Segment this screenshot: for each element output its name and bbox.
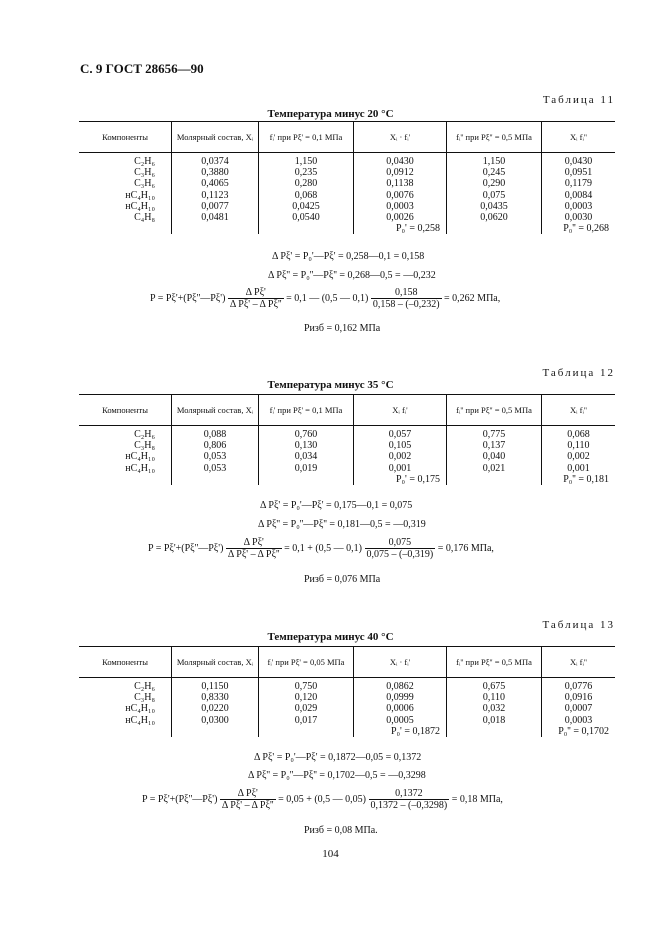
cell-molar: 0,0374	[172, 153, 259, 168]
cell-components: нC₄H₁₀	[125, 189, 155, 201]
cell-f2: 0,775	[447, 426, 542, 441]
cell-components: нC₄H₁₀	[125, 714, 155, 726]
cell-xf2: 0,0003	[542, 201, 616, 212]
col-header: fᵢ'' при Pξ'' = 0,5 МПа	[447, 647, 542, 678]
col-header: Xᵢ fᵢ''	[542, 122, 616, 153]
table-label: Таблица 13	[542, 619, 615, 631]
cell-components: нC₄H₁₀	[125, 451, 155, 463]
cell-xf2: 0,001	[542, 463, 616, 474]
cell-f2: 0,075	[447, 190, 542, 201]
cell-xf1: 0,1138	[354, 178, 447, 189]
frac-num: Δ Pξ'	[228, 287, 284, 299]
cell-xf1: 0,0999	[354, 692, 447, 703]
cell-molar: 0,0300	[172, 715, 259, 726]
cell-xf1: 0,0006	[354, 703, 447, 714]
col-header: fᵢ' при Pξ' = 0,1 МПа	[259, 122, 354, 153]
cell-molar: 0,0220	[172, 703, 259, 714]
table-row	[79, 212, 615, 223]
cell-molar	[172, 726, 259, 737]
frac-den: Δ Pξ' – Δ Pξ''	[227, 549, 280, 560]
col-header: Молярный состав, Xᵢ	[172, 395, 259, 426]
cell-xf2: 0,110	[542, 440, 616, 451]
cell-components: C₂H₆	[134, 156, 155, 167]
cell-xf2: P₀'' = 0,1702	[542, 726, 616, 737]
cell-xf2: 0,0030	[542, 212, 616, 223]
cell-f2: 1,150	[447, 153, 542, 168]
eq-mid: = 0,1 + (0,5 — 0,1)	[284, 542, 363, 554]
equation-main	[148, 537, 494, 560]
col-header: Молярный состав, Xᵢ	[172, 647, 259, 678]
eq-right: = 0,176 МПа,	[437, 542, 494, 554]
cell-components: C₄H₈	[134, 212, 155, 224]
table-row	[79, 678, 615, 693]
cell-xf1: 0,105	[354, 440, 447, 451]
eq-mid: = 0,1 — (0,5 — 0,1)	[286, 292, 369, 304]
col-header: fᵢ' при Pξ' = 0,05 МПа	[259, 647, 354, 678]
frac-den: Δ Pξ' – Δ Pξ''	[229, 299, 282, 310]
frac-num: Δ Pξ'	[226, 537, 282, 549]
col-header: fᵢ'' при Pξ'' = 0,5 МПа	[447, 395, 542, 426]
equation: Δ Pξ'' = P₀''—Pξ'' = 0,268—0,5 = —0,232	[268, 270, 436, 281]
table-row	[79, 726, 615, 737]
cell-molar: 0,4065	[172, 178, 259, 189]
col-header: Xᵢ · fᵢ'	[354, 122, 447, 153]
cell-xf1: 0,002	[354, 451, 447, 462]
equation: Δ Pξ' = P₀'—Pξ' = 0,258—0,1 = 0,158	[272, 251, 425, 262]
table-row	[79, 201, 615, 212]
table-row	[79, 153, 615, 168]
cell-xf2: P₀'' = 0,268	[542, 223, 616, 234]
table-title: Температура минус 20 °С	[267, 108, 394, 120]
frac-num: 0,075	[365, 537, 436, 549]
cell-f2	[447, 223, 542, 234]
cell-xf2: 0,0430	[542, 153, 616, 168]
cell-components: C₂H₆	[134, 681, 155, 692]
cell-f2: 0,110	[447, 692, 542, 703]
cell-f1: 0,029	[259, 703, 354, 714]
table-row	[79, 178, 615, 189]
cell-xf2: 0,0776	[542, 678, 616, 693]
cell-f1: 0,019	[259, 463, 354, 474]
fraction	[365, 537, 436, 560]
eq-left: P = Pξ'+(Pξ''—Pξ')	[150, 292, 226, 304]
cell-molar: 0,8330	[172, 692, 259, 703]
cell-f1: 0,068	[259, 190, 354, 201]
cell-xf1: 0,0003	[354, 201, 447, 212]
cell-f1: 0,130	[259, 440, 354, 451]
cell-molar: 0,053	[172, 463, 259, 474]
eq-left: P = Pξ'+(Pξ''—Pξ')	[142, 793, 218, 805]
cell-f2: 0,032	[447, 703, 542, 714]
cell-molar: 0,1150	[172, 678, 259, 693]
cell-xf2: 0,002	[542, 451, 616, 462]
cell-xf2: 0,0084	[542, 190, 616, 201]
cell-components: C₃H₆	[134, 178, 155, 190]
cell-components	[79, 223, 172, 234]
cell-components: C₃H₈	[134, 692, 155, 704]
equation: Δ Pξ'' = P₀''—Pξ'' = 0,181—0,5 = —0,319	[258, 519, 426, 530]
cell-f1	[259, 726, 354, 737]
frac-num: 0,158	[371, 287, 442, 299]
cell-xf1: P₀' = 0,1872	[354, 726, 447, 737]
cell-f2: 0,290	[447, 178, 542, 189]
equation-main	[150, 287, 500, 310]
cell-components: нC₄H₁₀	[125, 703, 155, 715]
cell-f1: 0,0540	[259, 212, 354, 223]
table-title: Температура минус 40 °С	[267, 631, 394, 643]
result: Pизб = 0,08 МПа.	[304, 825, 378, 836]
equation: Δ Pξ' = P₀'—Pξ' = 0,1872—0,05 = 0,1372	[254, 752, 422, 763]
cell-components: нC₄H₁₀	[125, 200, 155, 212]
cell-xf1: 0,001	[354, 463, 447, 474]
cell-xf2: 0,1179	[542, 178, 616, 189]
cell-f1: 0,0425	[259, 201, 354, 212]
cell-f1: 0,280	[259, 178, 354, 189]
result: Pизб = 0,162 МПа	[304, 323, 381, 334]
cell-f2: 0,0435	[447, 201, 542, 212]
table-row	[79, 451, 615, 462]
col-header: Компоненты	[79, 122, 172, 153]
fraction	[228, 287, 284, 310]
data-table	[79, 121, 615, 234]
equation: Δ Pξ' = P₀'—Pξ' = 0,175—0,1 = 0,075	[260, 500, 413, 511]
cell-xf2: 0,0916	[542, 692, 616, 703]
data-table	[79, 394, 615, 485]
table-title: Температура минус 35 °С	[267, 379, 394, 391]
cell-f1	[259, 474, 354, 485]
cell-f2: 0,018	[447, 715, 542, 726]
frac-den: 0,158 – (–0,232)	[372, 299, 440, 310]
cell-f2: 0,040	[447, 451, 542, 462]
page-header: С. 9 ГОСТ 28656—90	[80, 61, 204, 76]
cell-xf1: P₀' = 0,258	[354, 223, 447, 234]
cell-xf1: P₀' = 0,175	[354, 474, 447, 485]
col-header: Xᵢ · fᵢ'	[354, 647, 447, 678]
eq-mid: = 0,05 + (0,5 — 0,05)	[278, 793, 367, 805]
cell-f2: 0,0620	[447, 212, 542, 223]
fraction	[226, 537, 282, 560]
data-table	[79, 646, 615, 737]
table-row	[79, 463, 615, 474]
cell-molar: 0,088	[172, 426, 259, 441]
cell-components: C₃H₈	[134, 440, 155, 452]
table-row	[79, 426, 615, 441]
cell-f1: 0,017	[259, 715, 354, 726]
cell-molar: 0,053	[172, 451, 259, 462]
cell-molar	[172, 223, 259, 234]
cell-f2	[447, 474, 542, 485]
cell-f1: 0,235	[259, 167, 354, 178]
frac-den: 0,1372 – (–0,3298)	[370, 800, 448, 811]
cell-f1: 0,760	[259, 426, 354, 441]
cell-f2	[447, 726, 542, 737]
cell-components: нC₄H₁₀	[125, 462, 155, 474]
table-label: Таблица 12	[542, 367, 615, 379]
col-header: Xᵢ fᵢ'	[354, 395, 447, 426]
cell-f1: 0,034	[259, 451, 354, 462]
cell-xf1: 0,0026	[354, 212, 447, 223]
frac-den: Δ Pξ' – Δ Pξ''	[221, 800, 274, 811]
table-row	[79, 692, 615, 703]
cell-molar: 0,0077	[172, 201, 259, 212]
cell-f2: 0,137	[447, 440, 542, 451]
cell-xf2: 0,0951	[542, 167, 616, 178]
frac-den: 0,075 – (–0,319)	[366, 549, 434, 560]
col-header: Компоненты	[79, 647, 172, 678]
table-row	[79, 474, 615, 485]
cell-f1: 1,150	[259, 153, 354, 168]
eq-left: P = Pξ'+(Pξ''—Pξ')	[148, 542, 224, 554]
cell-components	[79, 474, 172, 485]
col-header: Молярный состав, Xᵢ	[172, 122, 259, 153]
table-row	[79, 440, 615, 451]
cell-xf1: 0,0005	[354, 715, 447, 726]
cell-molar: 0,806	[172, 440, 259, 451]
frac-num: 0,1372	[369, 788, 450, 800]
equation: Δ Pξ'' = P₀''—Pξ'' = 0,1702—0,5 = —0,3298	[248, 770, 426, 781]
cell-components: C₃H₆	[134, 167, 155, 179]
cell-xf2: 0,0007	[542, 703, 616, 714]
col-header: Xᵢ fᵢ''	[542, 395, 616, 426]
cell-molar	[172, 474, 259, 485]
equation-main	[142, 788, 503, 811]
frac-num: Δ Pξ'	[220, 788, 276, 800]
table-row	[79, 703, 615, 714]
table-row	[79, 190, 615, 201]
col-header: Xᵢ fᵢ''	[542, 647, 616, 678]
col-header: fᵢ' при Pξ' = 0,1 МПа	[259, 395, 354, 426]
cell-f1: 0,750	[259, 678, 354, 693]
cell-molar: 0,1123	[172, 190, 259, 201]
table-label: Таблица 11	[542, 94, 615, 106]
cell-components: C₂H₆	[134, 429, 155, 440]
cell-xf1: 0,0862	[354, 678, 447, 693]
cell-f1	[259, 223, 354, 234]
cell-xf1: 0,0430	[354, 153, 447, 168]
cell-components	[79, 726, 172, 737]
fraction	[371, 287, 442, 310]
eq-right: = 0,262 МПа,	[444, 292, 501, 304]
cell-f2: 0,245	[447, 167, 542, 178]
cell-xf2: 0,068	[542, 426, 616, 441]
fraction	[369, 788, 450, 811]
table-row	[79, 223, 615, 234]
result: Pизб = 0,076 МПа	[304, 574, 381, 585]
eq-right: = 0,18 МПа,	[451, 793, 503, 805]
cell-xf1: 0,057	[354, 426, 447, 441]
cell-f1: 0,120	[259, 692, 354, 703]
cell-xf2: P₀'' = 0,181	[542, 474, 616, 485]
cell-molar: 0,0481	[172, 212, 259, 223]
col-header: fᵢ'' при Pξ'' = 0,5 МПа	[447, 122, 542, 153]
col-header: Компоненты	[79, 395, 172, 426]
cell-molar: 0,3880	[172, 167, 259, 178]
cell-xf1: 0,0076	[354, 190, 447, 201]
cell-f2: 0,021	[447, 463, 542, 474]
table-row	[79, 167, 615, 178]
cell-xf2: 0,0003	[542, 715, 616, 726]
cell-xf1: 0,0912	[354, 167, 447, 178]
page-number: 104	[322, 848, 339, 860]
cell-f2: 0,675	[447, 678, 542, 693]
fraction	[220, 788, 276, 811]
table-row	[79, 715, 615, 726]
